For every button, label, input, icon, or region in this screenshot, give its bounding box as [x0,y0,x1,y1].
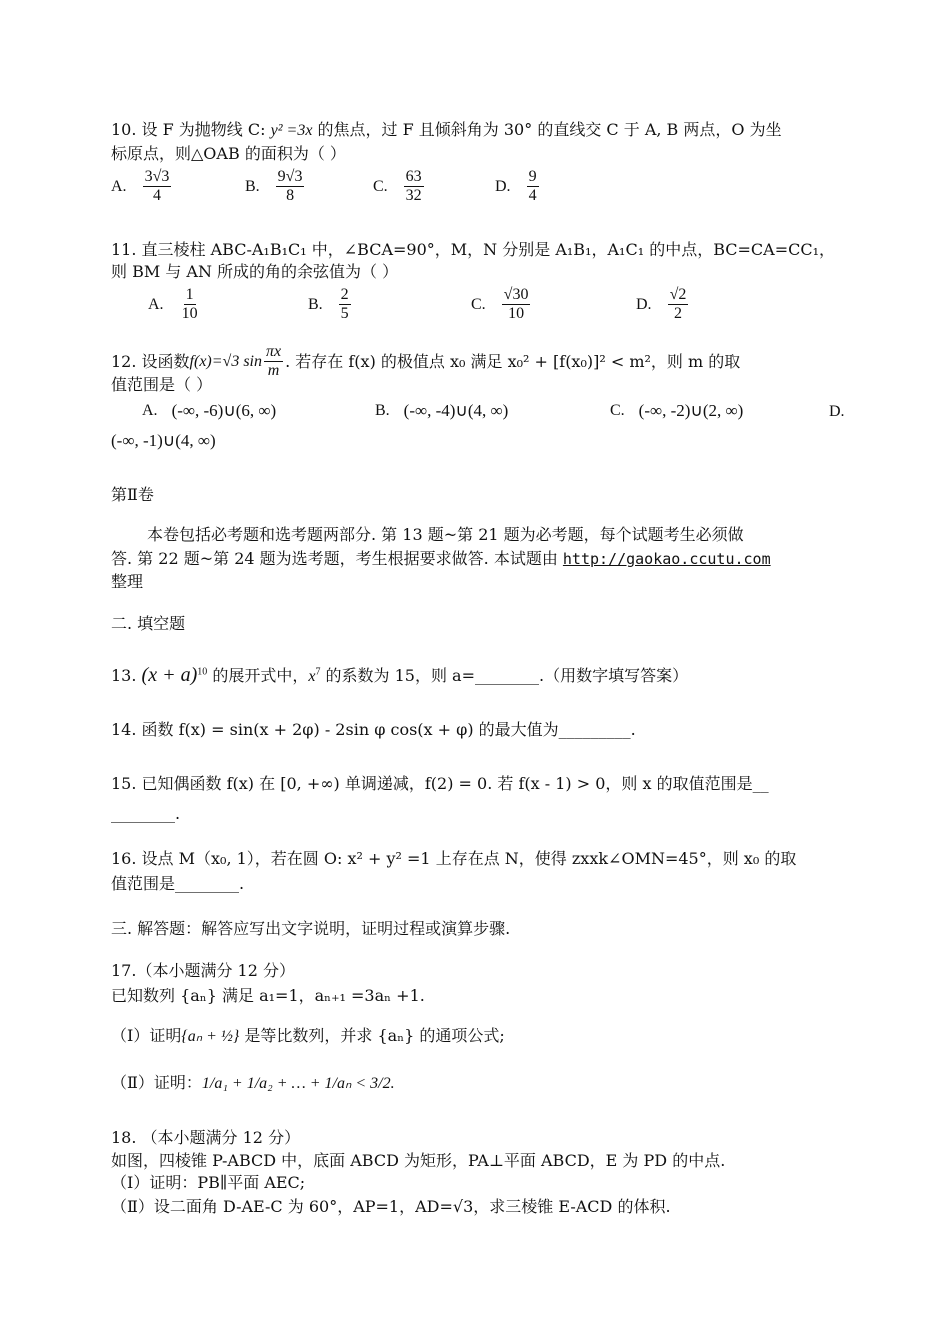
fraction [180,286,200,323]
part2-title: 第Ⅱ卷 [111,485,154,504]
option-label: A. [148,295,164,313]
q17-part1-set: {aₙ + ½} [181,1028,240,1045]
q10-line2: 标原点，则△OAB 的面积为（ ） [111,144,346,163]
numerator: 2 [340,286,349,303]
denominator: m [267,362,280,379]
numerator: 63 [405,168,422,185]
fraction [668,286,689,323]
q10-option-b [245,168,306,205]
option-label: B. [308,295,323,313]
numerator: 9 [528,168,537,185]
part2-intro-line1: 本卷包括必考题和选考题两部分. 第 13 题~第 21 题为必考题，每个试题考生必须做 [147,525,744,544]
section3-title: 三. 解答题：解答应写出文字说明，证明过程或演算步骤. [111,919,511,938]
denominator: 10 [181,305,198,322]
q17-part1 [111,1025,505,1048]
interval-value: (-∞, -4)∪(4, ∞) [403,401,509,420]
q10-text-cont: 的焦点，过 F 且倾斜角为 30° 的直线交 C 于 A, B 两点，O 为坐 [312,120,782,139]
q10-text: 10. 设 F 为抛物线 C: [111,120,271,139]
q10-option-c [373,168,426,205]
q12-function: f(x)=√3 sin [189,352,262,370]
q11-option-a [148,286,202,323]
option-label: B. [375,402,390,419]
numerator: √30 [503,286,529,303]
denominator: 4 [528,187,537,204]
fraction [143,168,172,205]
denominator: 32 [405,187,422,204]
q13-term-exponent: 7 [315,666,321,678]
q11-option-c [471,286,532,323]
q11-option-d [636,286,690,323]
fraction [502,286,531,323]
q16-line1: 16. 设点 M（x₀, 1），若在圆 O: x² + y² =1 上存在点 N，使得 zxxk∠OMN=45°，则 x₀ 的取 [111,849,797,868]
q10-equation: y² =3x [270,122,313,139]
q12-text: 12. 设函数 [111,351,190,371]
interval-value: (-∞, -2)∪(2, ∞) [638,401,744,420]
q12-option-b [375,401,508,421]
q13-expression: (x + a) [141,664,198,686]
q12-option-d-value [111,431,216,451]
q10-line1 [111,119,782,142]
q13-term: x [308,668,316,685]
option-label: C. [373,177,388,195]
q17-part1-label: （Ⅰ）证明 [111,1026,182,1045]
option-label: A. [142,402,158,419]
denominator: 10 [508,305,525,322]
part2-intro-line3: 整理 [111,572,144,591]
part2-intro-line2 [111,548,771,570]
numerator: 3√3 [144,168,170,185]
q18-header: 18. （本小题满分 12 分） [111,1128,301,1147]
q15-line2: ________. [111,804,181,823]
q15-line1: 15. 已知偶函数 f(x) 在 [0, +∞) 单调递减，f(2) = 0. 若 f(x - 1) > 0，则 x 的取值范围是__ [111,774,769,793]
q13-text-cont: 的系数为 15，则 a=________.（用数字填写答案） [320,666,689,685]
q12-option-a [142,401,276,421]
part2-intro-text: 答. 第 22 题~第 24 题为选考题，考生根据要求做答. 本试题由 [111,549,563,568]
q17-header: 17.（本小题满分 12 分） [111,961,295,980]
q13-exponent: 10 [197,666,208,678]
q18-part2: （Ⅱ）设二面角 D-AE-C 为 60°，AP=1，AD=√3，求三棱锥 E-ACD 的体积. [111,1197,671,1216]
option-label: D. [829,403,845,420]
q13-number: 13. [111,666,142,685]
q11-line1: 11. 直三棱柱 ABC-A₁B₁C₁ 中，∠BCA=90°，M，N 分别是 A₁B₁，A₁C₁ 的中点，BC=CA=CC₁， [111,240,835,259]
q13 [111,664,688,688]
q12-option-c [610,401,743,421]
option-label: A. [111,177,127,195]
fraction [264,343,283,380]
interval-value: (-∞, -6)∪(6, ∞) [171,401,277,420]
interval-value: (-∞, -1)∪(4, ∞) [111,431,216,450]
numerator: 9√3 [277,168,303,185]
q10-option-d [495,168,541,205]
q10-option-a [111,168,173,205]
fraction [276,168,305,205]
fraction [527,168,539,205]
option-label: C. [610,402,625,419]
denominator: 4 [152,187,161,204]
numerator: 1 [185,286,194,303]
option-label: D. [636,295,652,313]
q17-part1-text: 是等比数列，并求 {aₙ} 的通项公式; [239,1026,505,1045]
q16-line2: 值范围是________. [111,874,245,893]
q13-text: 的展开式中， [207,666,309,685]
q18-given: 如图，四棱锥 P-ABCD 中，底面 ABCD 为矩形，PA⊥平面 ABCD，E 为 PD 的中点. [111,1151,726,1170]
denominator: 2 [673,305,682,322]
option-label: C. [471,295,486,313]
q12-line2: 值范围是（ ） [111,375,213,394]
q11-option-b [308,286,353,323]
q17-given: 已知数列 {aₙ} 满足 a₁=1，aₙ₊₁ =3aₙ +1. [111,986,425,1005]
q17-part2-inequality: 1/a₁ + 1/a₂ + … + 1/aₙ < 3/2. [201,1075,395,1092]
denominator: 8 [286,187,295,204]
q18-part1: （Ⅰ）证明：PB∥平面 AEC; [111,1173,306,1192]
q17-part2-label: （Ⅱ）证明： [111,1073,202,1092]
denominator: 5 [340,305,349,322]
option-label: B. [245,177,260,195]
q12-option-d-label [829,403,859,421]
q12-text-cont: . 若存在 f(x) 的极值点 x₀ 满足 x₀² + [f(x₀)]² < m²，则 m 的取 [285,351,741,371]
fraction [339,286,351,323]
numerator: πx [266,343,282,360]
option-label: D. [495,177,511,195]
q14: 14. 函数 f(x) = sin(x + 2φ) - 2sin φ cos(x + φ) 的最大值为_________. [111,720,636,739]
source-link[interactable]: http://gaokao.ccutu.com [562,550,771,568]
numerator: √2 [669,286,687,303]
fraction [404,168,424,205]
q11-line2: 则 BM 与 AN 所成的角的余弦值为（ ） [111,262,399,281]
q17-part2 [111,1072,395,1095]
section2-title: 二. 填空题 [111,614,186,633]
